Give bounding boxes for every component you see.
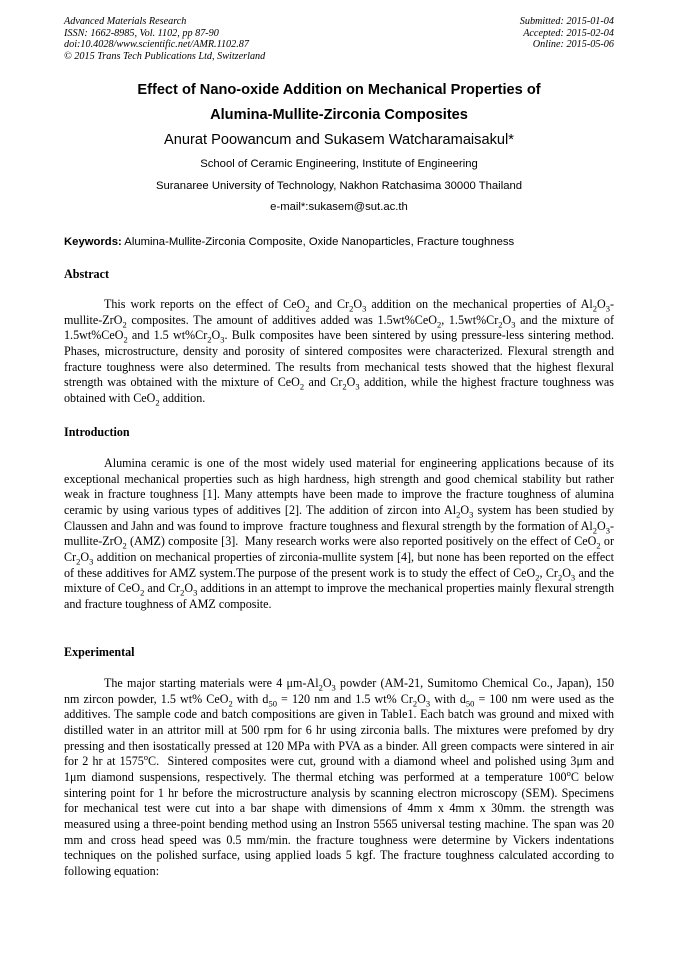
paper-title	[40, 78, 638, 128]
paper-title-line-1: Effect of Nano-oxide Addition on Mechanical Properties of	[137, 82, 541, 98]
journal-copyright: © 2015 Trans Tech Publications Ltd, Switzerland	[64, 50, 266, 62]
authors: Anurat Poowancum and Sukasem Watcharamaisakul*	[164, 132, 514, 148]
accepted-date: Accepted: 2015-02-04	[523, 27, 614, 39]
abstract-body: This work reports on the effect of CeO$_2$ and $Cr_2O_3$ addition on the mechanical properties of $Al_2O_3-mullite-ZrO_2$ composites. The amount of additives added was 1.5wt%CeO$_2$, $1.5wt\%Cr_2O_3$ and the mixture of 1.5wt%CeO$_2$ and 1.5 $wt\%Cr_2O_3$. Bulk composites have been sintered by using pressure-less sintering method. Phases, microstructure, density and porosity of sintered composites were characterized. Flexural strength and fracture toughness were also determined. The results from mechanical tests showed that the highest flexural strength was obtained with the mixture of CeO$_2$ and $Cr_2O_3$ addition, while the highest fracture toughness was obtained with CeO$_2$ addition.	[64, 297, 614, 408]
author-email[interactable]: e-mail*:sukasem@sut.ac.th	[270, 201, 408, 213]
section-heading-abstract: Abstract	[64, 267, 110, 281]
section-heading-introduction: Introduction	[64, 425, 130, 439]
dates-header	[520, 16, 614, 51]
experimental-body: The major starting materials were 4 $\mu m-Al_2O_3$ powder (AM-21, Sumitomo Chemical Co., Japan), 150 nm zircon powder, 1.5 wt% CeO$_2$ with $d_{50} = 120$ nm and 1.5 wt% $Cr_2O_3$ with $d_{50} = 100$ nm were used as the additives. The sample code and batch compositions are given in Table1. Each batch was ground and mixed with distilled water in an attritor mill at 500 rpm for 6 hr using zirconia balls. The mixtures were prefomed by dry pressing and then isostatically pressed at 120 MPa with PVA as a binder. All green compacts were sintered in air for 2 hr at 1575$^o$C. Sintered composites were cut, ground with a diamond wheel and polished using 3μm and 1μm diamond suspensions, respectively. The thermal etching was performed at a temperature 100$^o$C below sintering point for 1 hr before the microstructure analysis by scanning electron microscopy (SEM). Specimens for mechanical test were cut into a bar shape with dimensions of 4mm x 4mm x 30mm. the strength was measured using a three-point bending method using an Instron 5565 universal testing machine. The span was 20 mm and cross head speed was 0.5 mm/min. the fracture toughness were determine by Vickers indentations techniques on the polished surface, using applied loads 5 kgf. The fracture toughness calculated according to following equation:	[64, 676, 614, 878]
paper-title-line-2: Alumina-Mullite-Zirconia Composites	[210, 107, 468, 123]
affiliation	[40, 154, 638, 219]
online-date: Online: 2015-05-06	[532, 39, 614, 51]
keywords	[64, 234, 624, 250]
introduction-body: Alumina ceramic is one of the most widely used material for engineering applications because of its exceptional mechanical properties such as high hardness, high strength and good chemical stability but rather weak in fracture toughness [1]. Many attempts have been made to improve the fracture toughness of alumina ceramic by using various types of additives [2]. The addition of zircon into $Al_2O_3$ system has been studied by Claussen and Jahn and was found to improve fracture toughness and flexural strength by the formation of $Al_2O_3-mullite-ZrO_2$ (AMZ) composite [3]. Many research works were also reported positively on the effect of CeO$_2$ or $Cr_2O_3$ addition on mechanical properties of zirconia-mullite system [4], but none has been reported on the effect of these additives for AMZ system.The purpose of the present work is to study the effect of CeO$_2$, $Cr_2O_3$ and the mixture of CeO$_2$ and $Cr_2O_3$ additions in an attempt to improve the mechanical properties mainly flexural strength and fracture toughness of AMZ composite.	[64, 456, 615, 611]
journal-header	[64, 16, 265, 62]
journal-issn: ISSN: 1662-8985, Vol. 1102, pp 87-90	[64, 27, 219, 39]
journal-name: Advanced Materials Research	[64, 16, 187, 27]
journal-doi[interactable]: doi:10.4028/www.scientific.net/AMR.1102.87	[64, 39, 249, 51]
submitted-date: Submitted: 2015-01-04	[519, 16, 614, 27]
affiliation-university: Suranaree University of Technology, Nakhon Ratchasima 30000 Thailand	[155, 179, 523, 192]
keywords-text: Alumina-Mullite-Zirconia Composite, Oxide Nanoparticles, Fracture toughness	[121, 236, 515, 248]
section-heading-experimental: Experimental	[64, 645, 135, 659]
affiliation-school: School of Ceramic Engineering, Institute of Engineering	[200, 158, 478, 170]
keywords-label: Keywords:	[64, 236, 122, 248]
